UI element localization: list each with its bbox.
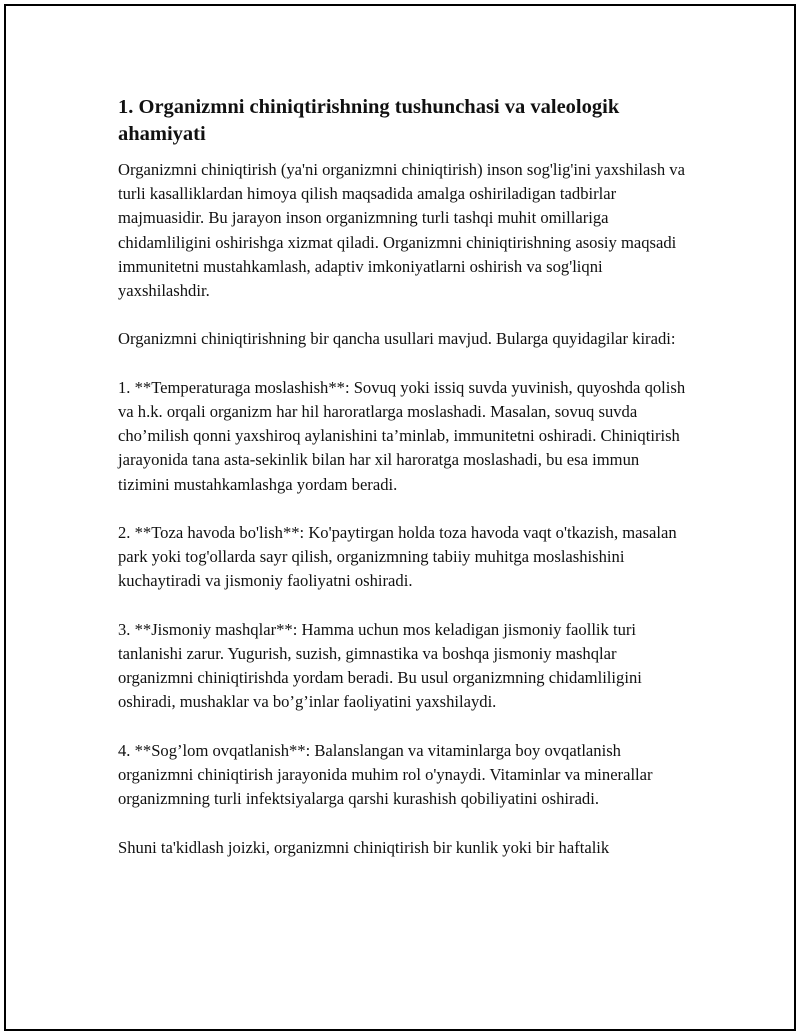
paragraph-method-nutrition: 4. **Sog’lom ovqatlanish**: Balanslangan va vitaminlarga boy ovqatlanish organizmni chiniqtirish jarayonida muhim rol o'ynaydi. Vitaminlar va minerallar organizmning turli infektsiyalarga qarshi kurashish qobiliyatini oshiradi. [118, 740, 653, 809]
paragraph-method-exercise: 3. **Jismoniy mashqlar**: Hamma uchun mos keladigan jismoniy faollik turi tanlanishi zarur. Yugurish, suzish, gimnastika va boshqa jismoniy mashqlar organizmni chiniqtirishda yordam beradi. Bu usul organizmning chidamliligini oshiradi, mushaklar va bo’g’inlar faoliyatini yaxshilaydi. [118, 619, 642, 712]
paragraph-conclusion: Shuni ta'kidlash joizki, organizmni chiniqtirish bir kunlik yoki bir haftalik [118, 837, 610, 857]
paragraph-intro: Organizmni chiniqtirish (ya'ni organizmni chiniqtirish) inson sog'lig'ini yaxshilash va turli kasalliklardan himoya qilish maqsadida amalga oshiriladigan tadbirlar majmuasidir. Bu jarayon inson organizmning turli tashqi muhit omillariga chidamliligini oshirishga xizmat qiladi. Organizmni chiniqtirishning asosiy maqsadi immunitetni mustahkamlash, adaptiv imkoniyatlarni oshirish va sog'liqni yaxshilashdir. [118, 160, 685, 301]
paragraph-methods-intro: Organizmni chiniqtirishning bir qancha usullari mavjud. Bularga quyidagilar kiradi: [118, 329, 676, 349]
paragraph-method-fresh-air: 2. **Toza havoda bo'lish**: Ko'paytirgan holda toza havoda vaqt o'tkazish, masalan park yoki tog'ollarda sayr qilish, organizmning tabiiy muhitga moslashishini kuchaytiradi va jismoniy faoliyatni oshiradi. [118, 523, 677, 591]
document-body [118, 94, 693, 884]
document-title: 1. Organizmni chiniqtirishning tushunchasi va valeologik ahamiyati [118, 96, 620, 145]
paragraph-method-temperature: 1. **Temperaturaga moslashish**: Sovuq yoki issiq suvda yuvinish, quyoshda qolish va h.k. orqali organizm har hil haroratlarga moslashadi. Masalan, sovuq suvda cho’milish qonni yaxshiroq aylanishini ta’minlab, immunitetni oshiradi. Chiniqtirish jarayonida tana asta-sekinlik bilan har xil haroratga moslashadi, bu esa immun tizimini mustahkamlashga yordam beradi. [118, 377, 686, 494]
